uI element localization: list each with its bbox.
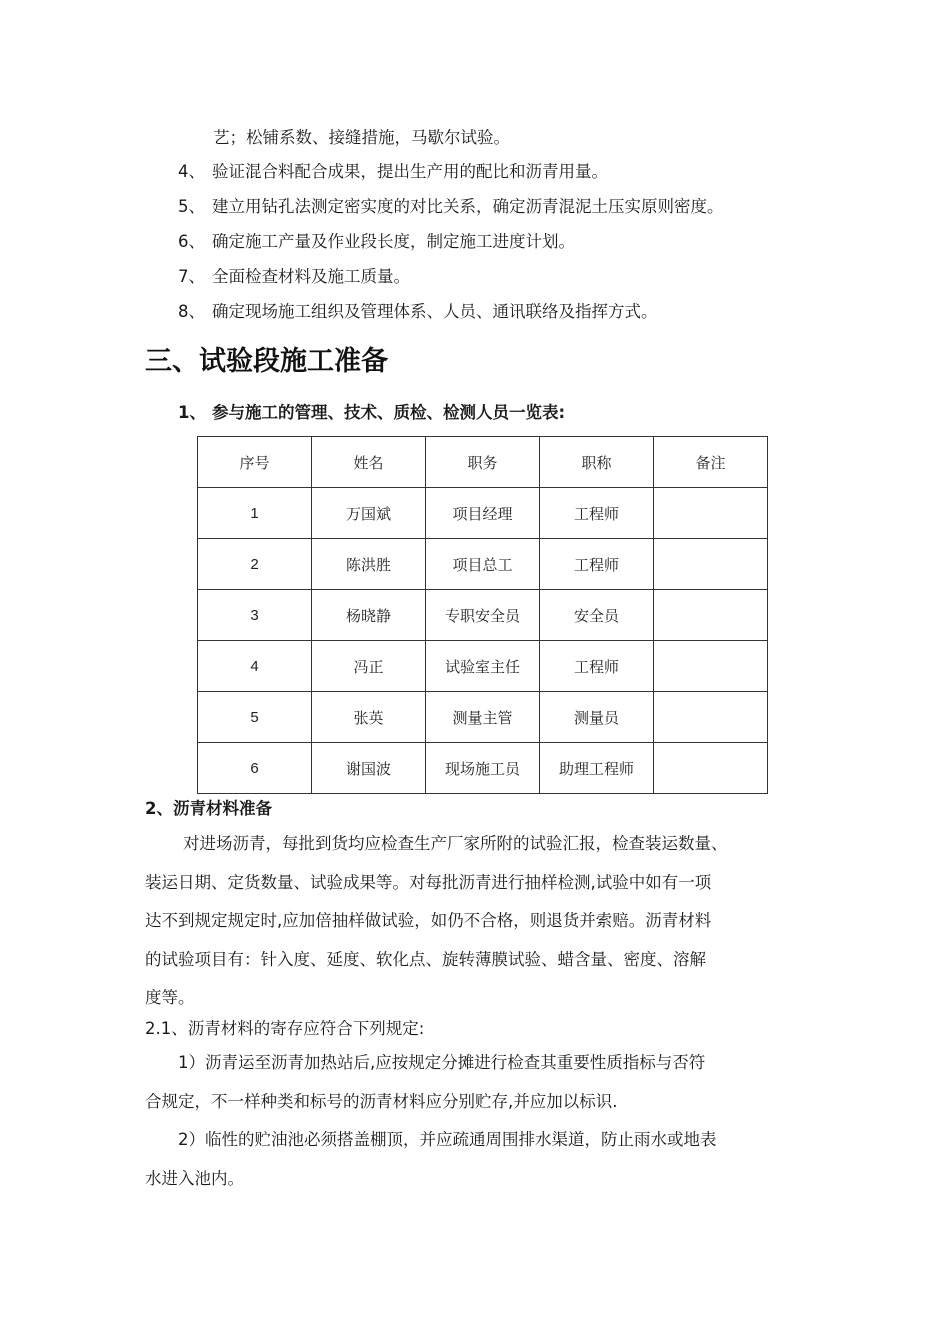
- intro-number: 4、: [178, 162, 205, 181]
- table-cell: 2: [198, 539, 312, 590]
- table-row: [198, 641, 768, 692]
- intro-number: 6、: [178, 232, 205, 251]
- table-cell: 3: [198, 590, 312, 641]
- intro-line-7: [178, 266, 410, 288]
- table-cell: 杨晓静: [312, 590, 426, 641]
- intro-number: 5、: [178, 197, 205, 216]
- paragraph-line: 装运日期、定货数量、试验成果等。对每批沥青进行抽样检测,试验中如有一项: [145, 872, 712, 892]
- table-cell: [654, 590, 768, 641]
- paragraph-line: 水进入池内。: [145, 1168, 244, 1188]
- table-cell: 项目总工: [426, 539, 540, 590]
- table-cell: [654, 641, 768, 692]
- table-row: [198, 692, 768, 743]
- header-cell: 职称: [540, 437, 654, 488]
- intro-text: 建立用钻孔法测定密实度的对比关系，确定沥青混泥土压实原则密度。: [212, 197, 724, 216]
- paragraph-line: 对进场沥青，每批到货均应检查生产厂家所附的试验汇报，检查装运数量、: [183, 834, 728, 853]
- paragraph-line: 合规定，不一样种类和标号的沥青材料应分别贮存,并应加以标识.: [145, 1091, 618, 1111]
- staff-table: [197, 436, 768, 794]
- table-cell: 助理工程师: [540, 743, 654, 794]
- table-cell: 陈洪胜: [312, 539, 426, 590]
- intro-line-6: [178, 231, 575, 253]
- intro-text: 验证混合料配合成果，提出生产用的配比和沥青用量。: [212, 162, 608, 181]
- table-cell: 测量员: [540, 692, 654, 743]
- table-cell: 现场施工员: [426, 743, 540, 794]
- table-cell: 工程师: [540, 539, 654, 590]
- intro-line-4: [178, 161, 608, 183]
- section-title: 三、试验段施工准备: [145, 346, 388, 377]
- table-cell: 项目经理: [426, 488, 540, 539]
- table-row: [198, 590, 768, 641]
- table-cell: [654, 743, 768, 794]
- table-cell: 谢国波: [312, 743, 426, 794]
- table-cell: 1: [198, 488, 312, 539]
- intro-number: 7、: [178, 267, 205, 286]
- subheading-number: 1、: [178, 403, 206, 422]
- intro-number: 8、: [178, 302, 205, 321]
- table-row: [198, 488, 768, 539]
- intro-text: 艺；松铺系数、接缝措施，马歇尔试验。: [213, 128, 510, 147]
- intro-line-8: [178, 301, 658, 323]
- header-cell: 序号: [198, 437, 312, 488]
- header-cell: 备注: [654, 437, 768, 488]
- table-cell: 专职安全员: [426, 590, 540, 641]
- paragraph-line: 度等。: [145, 988, 195, 1007]
- paragraph-asphalt-inspection: [145, 825, 825, 1018]
- subheading-text: 参与施工的管理、技术、质检、检测人员一览表:: [212, 403, 566, 422]
- table-cell: 工程师: [540, 641, 654, 692]
- paragraph-line: 1）沥青运至沥青加热站后,应按规定分摊进行检查其重要性质指标与否符: [178, 1053, 706, 1072]
- table-cell: 张英: [312, 692, 426, 743]
- table-cell: 安全员: [540, 590, 654, 641]
- table-header-row: [198, 437, 768, 488]
- table-cell: [654, 692, 768, 743]
- table-row: [198, 743, 768, 794]
- intro-line-0: [213, 127, 510, 149]
- table-cell: [654, 539, 768, 590]
- table-cell: 6: [198, 743, 312, 794]
- subheading-staff-list: [178, 402, 565, 424]
- table-cell: 测量主管: [426, 692, 540, 743]
- table-cell: 4: [198, 641, 312, 692]
- paragraph-line: 达不到规定规定时,应加倍抽样做试验，如仍不合格，则退货并索赔。沥青材料: [145, 911, 712, 930]
- table-row: [198, 539, 768, 590]
- intro-text: 确定施工产量及作业段长度，制定施工进度计划。: [212, 232, 575, 251]
- header-cell: 姓名: [312, 437, 426, 488]
- table-cell: 冯正: [312, 641, 426, 692]
- table-cell: [654, 488, 768, 539]
- paragraph-line: 2）临性的贮油池必须搭盖棚顶，并应疏通周围排水渠道，防止雨水或地表: [178, 1130, 717, 1149]
- table-cell: 5: [198, 692, 312, 743]
- subheading-asphalt-material: 2、沥青材料准备: [145, 799, 272, 818]
- intro-text: 确定现场施工组织及管理体系、人员、通讯联络及指挥方式。: [212, 302, 658, 321]
- paragraph-line: 的试验项目有：针入度、延度、软化点、旋转薄膜试验、蜡含量、密度、溶解: [145, 949, 706, 969]
- paragraph-storage-rule-2: [145, 1121, 825, 1198]
- table-cell: 万国斌: [312, 488, 426, 539]
- table-cell: 工程师: [540, 488, 654, 539]
- table-cell: 试验室主任: [426, 641, 540, 692]
- intro-line-5: [178, 196, 724, 218]
- intro-text: 全面检查材料及施工质量。: [212, 267, 410, 286]
- paragraph-storage-rule-1: [145, 1044, 825, 1121]
- subheading-storage-rules: 2.1、沥青材料的寄存应符合下列规定:: [145, 1019, 425, 1038]
- header-cell: 职务: [426, 437, 540, 488]
